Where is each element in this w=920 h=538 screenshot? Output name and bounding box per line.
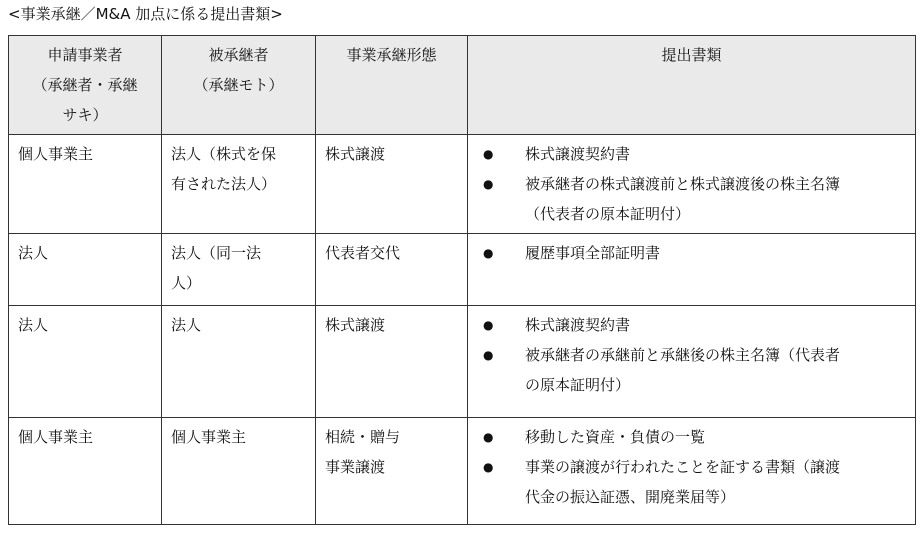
header-form: [316, 36, 468, 135]
list-item-text: 株式譲渡契約書: [525, 145, 631, 163]
header-documents-line: 提出書類: [661, 46, 722, 64]
cell-applicant: [9, 234, 162, 306]
cell-form: [316, 234, 468, 306]
cell-text: 個人事業主: [18, 428, 94, 446]
document-list: [477, 422, 906, 512]
cell-text: 個人事業主: [18, 145, 94, 163]
list-item-text: 被承継者の株式譲渡前と株式譲渡後の株主名簿: [525, 175, 841, 193]
header-predecessor-line: （承継モト）: [193, 76, 284, 94]
header-documents: [468, 36, 916, 135]
cell-predecessor: [162, 418, 316, 525]
required-documents-table: [8, 35, 916, 525]
cell-text: 法人: [171, 316, 202, 334]
header-form-line: 事業承継形態: [346, 46, 437, 64]
cell-applicant: [9, 306, 162, 418]
bullet-icon: ●: [483, 318, 494, 332]
cell-form: [316, 418, 468, 525]
cell-documents: [468, 418, 916, 525]
bullet-icon: ●: [483, 246, 494, 260]
list-item: [477, 422, 906, 452]
list-item-text: 事業の譲渡が行われたことを証する書類（譲渡: [525, 458, 841, 476]
bullet-icon: ●: [483, 177, 494, 191]
cell-predecessor: [162, 306, 316, 418]
header-applicant-line: （承継者・承継: [32, 76, 138, 94]
header-applicant-line: サキ）: [62, 106, 108, 124]
cell-text: 個人事業主: [171, 428, 247, 446]
table-row: [9, 418, 916, 525]
cell-text: 法人（株式を保: [171, 145, 277, 163]
cell-form: [316, 306, 468, 418]
cell-documents: [468, 234, 916, 306]
cell-form: [316, 135, 468, 234]
list-item-text: 移動した資産・負債の一覧: [525, 428, 706, 446]
header-predecessor: [162, 36, 316, 135]
cell-text: 法人: [18, 316, 49, 334]
page-title: <事業承継／M&A 加点に係る提出書類>: [8, 5, 283, 23]
list-item-text: 被承継者の承継前と承継後の株主名簿（代表者: [525, 346, 841, 364]
cell-text: 法人（同一法: [171, 244, 262, 262]
list-item: [477, 238, 906, 268]
bullet-icon: ●: [483, 430, 494, 444]
cell-applicant: [9, 135, 162, 234]
cell-text: 相続・贈与: [325, 428, 401, 446]
cell-text: 有された法人）: [171, 175, 277, 193]
cell-text: 株式譲渡: [325, 316, 386, 334]
cell-documents: [468, 135, 916, 234]
table-row: [9, 234, 916, 306]
bullet-icon: ●: [483, 348, 494, 362]
list-item: [477, 340, 906, 400]
header-applicant-line: 申請事業者: [47, 46, 123, 64]
bullet-icon: ●: [483, 147, 494, 161]
list-item-text: 履歴事項全部証明書: [525, 244, 661, 262]
list-item: [477, 169, 906, 229]
table-row: [9, 135, 916, 234]
table-header-row: [9, 36, 916, 135]
cell-text: 代表者交代: [325, 244, 401, 262]
bullet-icon: ●: [483, 460, 494, 474]
list-item: [477, 452, 906, 512]
header-applicant: [9, 36, 162, 135]
document-list: [477, 139, 906, 229]
cell-text: 人）: [171, 274, 202, 292]
cell-text: 株式譲渡: [325, 145, 386, 163]
cell-predecessor: [162, 234, 316, 306]
header-predecessor-line: 被承継者: [208, 46, 269, 64]
cell-documents: [468, 306, 916, 418]
cell-text: 事業譲渡: [325, 458, 386, 476]
cell-text: 法人: [18, 244, 49, 262]
list-item: [477, 310, 906, 340]
document-list: [477, 310, 906, 400]
cell-applicant: [9, 418, 162, 525]
list-item-text: 代金の振込証憑、開廃業届等）: [525, 488, 736, 506]
list-item-text: 株式譲渡契約書: [525, 316, 631, 334]
document-list: [477, 238, 906, 268]
list-item-text: の原本証明付）: [525, 376, 631, 394]
table-row: [9, 306, 916, 418]
list-item-text: （代表者の原本証明付）: [525, 205, 691, 223]
list-item: [477, 139, 906, 169]
cell-predecessor: [162, 135, 316, 234]
